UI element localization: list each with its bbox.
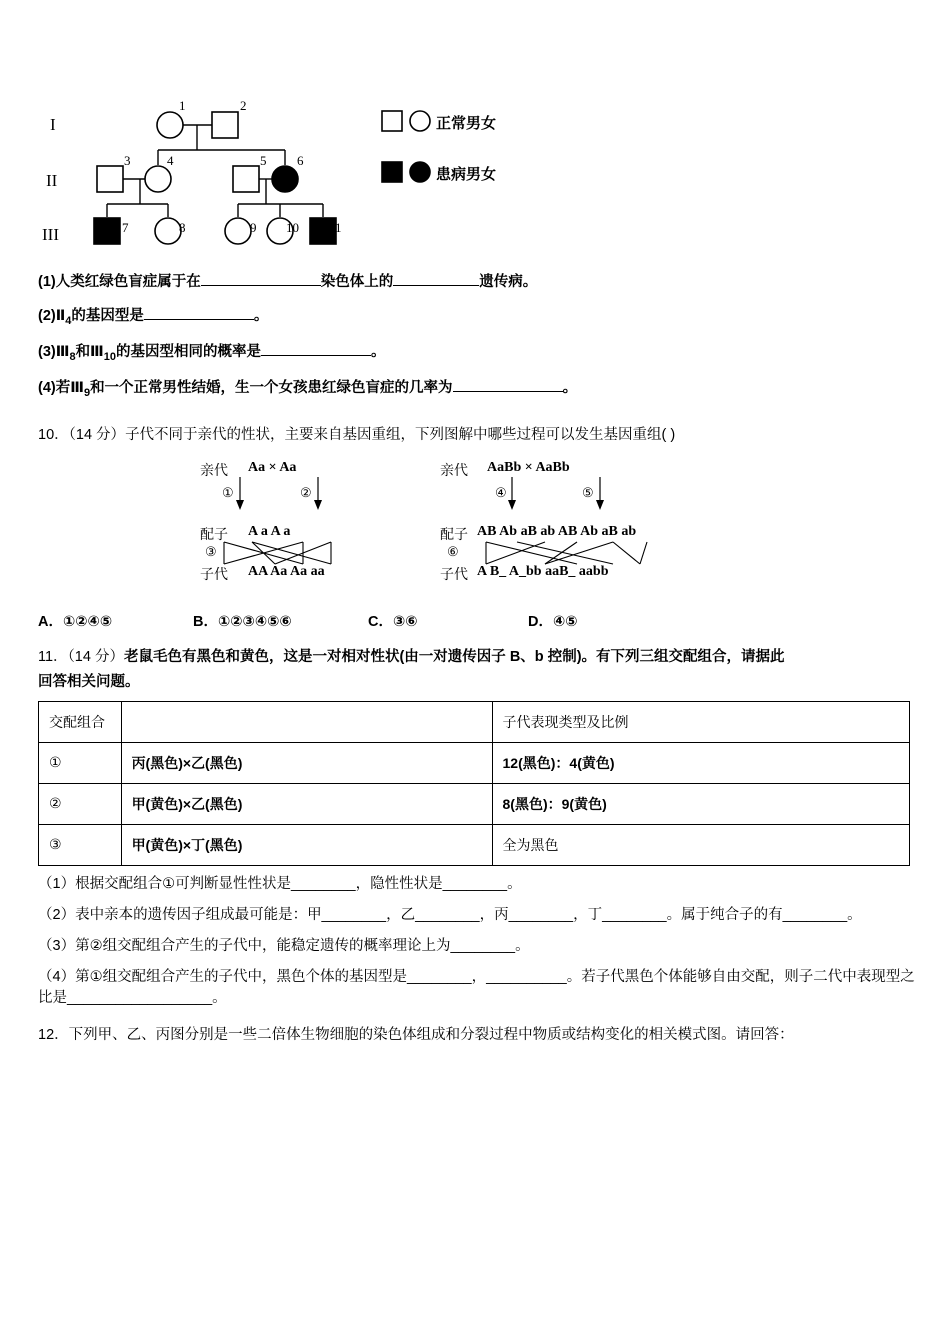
pedigree-individual-6 <box>272 166 298 192</box>
question-12 <box>38 1023 950 1044</box>
question-11-number: 11． <box>38 648 68 665</box>
table-row <box>39 742 910 783</box>
table-row <box>39 783 910 824</box>
left-parent-genotypes: Aa × Aa <box>248 459 297 475</box>
pedigree-svg <box>0 0 950 270</box>
option-b[interactable] <box>193 610 368 631</box>
pedigree-individual-8 <box>155 218 181 244</box>
left-gamete-content: A a A a <box>248 523 291 539</box>
pedigree-individual-3 <box>97 166 123 192</box>
q9-1-text-mid: 染色体上的 <box>320 274 394 290</box>
row-2-result: 8(黑色)：9(黄色) <box>492 783 909 824</box>
option-c-text: ③⑥ <box>392 613 418 630</box>
pedigree-number-5: 5 <box>260 153 267 168</box>
q9-1-blank-2[interactable] <box>393 271 479 286</box>
question-11-sub-3: （3）第②组交配组合产生的子代中，能稳定遗传的概率理论上为________。 <box>38 937 530 954</box>
q9-3-text-after: 。 <box>371 343 386 360</box>
q9-4-text-mid: 和一个正常男性结婚，生一个女孩患红绿色盲症的几率为 <box>90 379 453 396</box>
header-cell-result: 子代表现类型及比例 <box>492 701 909 742</box>
generation-label-2: II <box>46 171 58 190</box>
row-3-result: 全为黑色 <box>492 824 909 865</box>
table-row <box>39 824 910 865</box>
option-b-key: B． <box>193 613 218 630</box>
row-1-no: ① <box>39 742 122 783</box>
left-cross-label: ③ <box>205 543 217 559</box>
question-10-number: 10． <box>38 426 69 443</box>
q9-1-text-before: (1)人类红绿色盲症属于在 <box>38 274 201 290</box>
question-10-stem <box>38 423 950 444</box>
q9-2-subscript: 4 <box>65 314 72 327</box>
pedigree-number-4: 4 <box>167 153 174 168</box>
option-d-key: D． <box>528 613 553 630</box>
right-arrow-label-1: ④ <box>495 484 507 500</box>
question-11-score: （14 分） <box>67 648 124 665</box>
question-10-options <box>38 610 950 631</box>
q9-2-text-before: (2)Ⅱ <box>38 308 66 324</box>
option-a-key: A． <box>38 613 63 630</box>
q9-3-blank-1[interactable] <box>261 341 371 356</box>
pedigree-individual-1 <box>157 112 183 138</box>
q9-2-text-after: 。 <box>253 308 269 324</box>
left-offspring-label: 子代 <box>200 567 228 583</box>
header-cell-cross <box>121 701 492 742</box>
right-offspring-content: A B_ A_bb aaB_ aabb <box>477 563 609 579</box>
legend-square-filled-icon <box>382 162 402 182</box>
q9-3-subscript-1: 8 <box>69 350 76 363</box>
option-a[interactable] <box>38 610 193 631</box>
generation-label-3: III <box>42 225 59 244</box>
legend-label-affected: 患病男女 <box>436 166 497 183</box>
row-1-cross: 丙(黑色)×乙(黑色) <box>121 742 492 783</box>
pedigree-number-6: 6 <box>297 153 304 168</box>
pedigree-individual-4 <box>145 166 171 192</box>
question-10-diagram <box>0 452 950 602</box>
q9-1-blank-1[interactable] <box>201 271 321 286</box>
left-arrow-label-2: ② <box>300 484 312 500</box>
left-parent-label: 亲代 <box>200 463 228 479</box>
row-1-result: 12(黑色)：4(黄色) <box>492 742 909 783</box>
option-d-text: ④⑤ <box>552 613 578 630</box>
left-gamete-label: 配子 <box>200 527 228 543</box>
pedigree-number-7: 7 <box>122 220 129 235</box>
pedigree-individual-5 <box>233 166 259 192</box>
pedigree-number-3: 3 <box>124 153 131 168</box>
question-11-sub-4: （4）第①组交配组合产生的子代中，黑色个体的基因型是________，__________。若子代黑色个体能够自由交配，则子二代中表现型之比是__________________。 <box>38 968 915 1006</box>
legend-circle-filled-icon <box>410 162 430 182</box>
pedigree-diagram <box>0 0 950 270</box>
question-10-text: 子代不同于亲代的性状，主要来自基因重组，下列图解中哪些过程可以发生基因重组( ) <box>125 426 676 443</box>
pedigree-number-2: 2 <box>240 98 247 113</box>
generation-label-1: I <box>50 115 56 134</box>
q9-3-text-before: (3)Ⅲ <box>38 343 70 360</box>
right-offspring-label: 子代 <box>440 567 468 583</box>
pedigree-number-9: 9 <box>250 220 257 235</box>
q9-1-text-after: 遗传病。 <box>479 274 538 290</box>
right-parent-genotypes: AaBb × AaBb <box>487 459 570 475</box>
option-d[interactable] <box>528 610 578 631</box>
question-9-4 <box>38 376 950 399</box>
pedigree-number-1: 1 <box>179 98 186 113</box>
table-header-row <box>39 701 910 742</box>
question-10-score: （14 分） <box>68 426 126 443</box>
option-c[interactable] <box>368 610 528 631</box>
q9-4-blank-1[interactable] <box>453 377 563 392</box>
question-11-stem-line1 <box>38 645 950 666</box>
question-9-1 <box>38 270 950 291</box>
legend-circle-open-icon <box>410 111 430 131</box>
q9-2-text-mid: 的基因型是 <box>71 308 144 324</box>
pedigree-number-8: 8 <box>179 220 186 235</box>
question-11-text-1: 老鼠毛色有黑色和黄色，这是一对相对性状(由一对遗传因子 B、b 控制)。有下列三组交配组合，请据此 <box>123 648 785 665</box>
left-arrow-label-1: ① <box>222 484 234 500</box>
question-9-3 <box>38 340 950 363</box>
q9-4-subscript: 9 <box>83 386 91 399</box>
row-2-cross: 甲(黄色)×乙(黑色) <box>121 783 492 824</box>
right-gamete-content: AB Ab aB ab AB Ab aB ab <box>477 523 637 539</box>
legend-square-open-icon <box>382 111 402 131</box>
pedigree-individual-2 <box>212 112 238 138</box>
right-parent-label: 亲代 <box>440 463 468 479</box>
row-2-no: ② <box>39 783 122 824</box>
right-arrow-label-2: ⑤ <box>582 484 594 500</box>
question-12-text: 下列甲、乙、丙图分别是一些二倍体生物细胞的染色体组成和分裂过程中物质或结构变化的相关模式图。请回答： <box>68 1026 794 1043</box>
option-c-key: C． <box>368 613 393 630</box>
right-cross-label: ⑥ <box>447 543 459 559</box>
q9-3-subscript-2: 10 <box>103 350 117 363</box>
q9-3-text-mid-1: 和Ⅲ <box>75 343 104 360</box>
row-3-cross: 甲(黄色)×丁(黑色) <box>121 824 492 865</box>
option-a-text: ①②④⑤ <box>62 613 113 630</box>
q9-4-text-before: (4)若Ⅲ <box>38 379 84 396</box>
mating-combination-table <box>38 701 910 866</box>
row-3-no: ③ <box>39 824 122 865</box>
right-gamete-label: 配子 <box>440 527 468 543</box>
header-cell-no: 交配组合 <box>39 701 122 742</box>
left-offspring-content: AA Aa Aa aa <box>248 563 325 579</box>
question-10-svg <box>0 452 950 602</box>
pedigree-number-11: 11 <box>329 220 342 235</box>
q9-4-text-after: 。 <box>562 379 578 396</box>
question-11-sub-2: （2）表中亲本的遗传因子组成最可能是：甲________，乙________，丙________，丁________。属于纯合子的有________。 <box>38 906 862 923</box>
legend-label-normal: 正常男女 <box>436 115 497 132</box>
pedigree-number-10: 10 <box>286 220 299 235</box>
option-b-text: ①②③④⑤⑥ <box>217 613 292 630</box>
question-9-2 <box>38 304 950 327</box>
question-12-number: 12． <box>38 1026 69 1043</box>
pedigree-individual-7 <box>94 218 120 244</box>
pedigree-individual-9 <box>225 218 251 244</box>
q9-3-text-mid-2: 的基因型相同的概率是 <box>116 343 262 360</box>
q9-2-blank-1[interactable] <box>144 305 254 320</box>
question-11-stem-line2: 回答相关问题。 <box>38 673 140 690</box>
question-11-sub-1: （1）根据交配组合①可判断显性性状是________，隐性性状是________。 <box>38 875 522 892</box>
